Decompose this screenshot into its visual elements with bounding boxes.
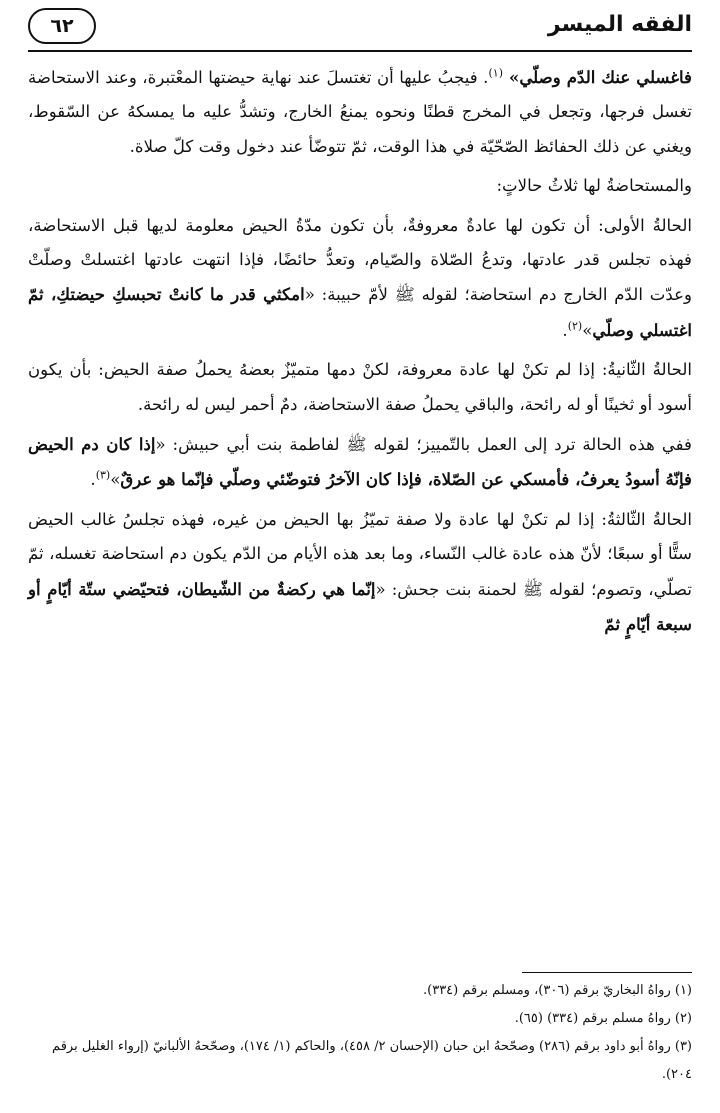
hadith-quote-end: فاغسلي عنك الدّم وصلّي» — [502, 67, 692, 87]
main-text — [28, 60, 692, 648]
paragraph-4 — [28, 353, 692, 422]
footnotes-divider — [522, 972, 692, 973]
hadith-quote-2: امكثي قدر ما كانتْ تحبسكِ حيضتكِ، ثمّ اغتسلي وصلّي — [28, 284, 692, 340]
hadith-quote-4: إنّما هي ركضةٌ من الشّيطان، فتحيّضي ستّة أيّامٍ أو سبعة أيّامٍ ثمّ — [28, 578, 692, 635]
state-1-label: الحالةُ الأولى: — [598, 215, 692, 235]
footnote-2: (٢) رواهُ مسلم برقم (٣٣٤) (٦٥). — [514, 1011, 692, 1026]
footnote-ref-1[interactable]: (١) — [488, 66, 503, 80]
footnote-1: (١) رواهُ البخاريّ برقم (٣٠٦)، ومسلم برقم (٣٣٤). — [423, 983, 692, 998]
footnote-ref-3[interactable]: (٣) — [95, 468, 111, 482]
period-3: . — [90, 470, 96, 490]
paragraph-5-text: ففي هذه الحالة ترد إلى العمل بالتّمييز؛ لقوله ﷺ لفاطمة بنت أبي حبيش: « — [155, 435, 692, 455]
states-intro: والمستحاضةُ لها ثلاثُ حالاتٍ: — [496, 176, 692, 196]
footnote-ref-2[interactable]: (٢) — [567, 319, 583, 333]
quote-close-3: » — [110, 470, 121, 490]
paragraph-1 — [28, 60, 692, 164]
footnote-3: (٣) رواهُ أبو داود برقم (٢٨٦) وصحّحهُ ابن حبان (الإحسان ٢/ ٤٥٨)، والحاكم (١/ ١٧٤)، وصحّحهُ الألبانيّ (إرواء الغليل برقم ٢٠٤). — [52, 1039, 692, 1082]
state-3-label: الحالةُ الثّالثةُ: — [601, 509, 692, 529]
period-2: . — [562, 320, 568, 340]
state-3-text: إذا لم تكنْ لها عادة ولا صفة تميّزُ بها الحيض من غيره، فهذه تجلسُ غالب الحيض ستًّا أو سبعًا؛ لأنّ هذه عادة غالب النّساء، وما بعد هذه الأيام من الدّم يكون دم استحاضة تغسله، ثمّ تصلّي، وتصوم؛ لقوله ﷺ لحمنة بنت جحش: « — [28, 509, 692, 599]
quote-close-2: » — [582, 320, 593, 340]
state-2-label: الحالةُ الثّانيةُ: — [601, 360, 692, 380]
page-header — [28, 6, 692, 52]
paragraph-5 — [28, 427, 692, 498]
paragraph-6 — [28, 503, 692, 643]
state-2-text: إذا لم تكنْ لها عادة معروفة، لكنْ دمها متميّزٌ بعضهُ يحملُ صفة الحيض: بأن يكون أسود أو ثخينًا أو له رائحة، والباقي يحملُ صفة الاستحاضة، دمٌ أحمر ليس له رائحة. — [28, 360, 692, 414]
hadith-quote-3: إذا كان دم الحيض فإنّهُ أسودُ يعرفُ، فأمسكي عن الصّلاة، فإذا كان الآخرُ فتوضّئي وصلّي فإنّما هو عرقٌ — [28, 434, 692, 490]
paragraph-1-text: . فيجبُ عليها أن تغتسلَ عند نهاية حيضتها المعْتبرة، وعند الاستحاضة تغسل فرجها، وتجعل في المخرج قطنًا ونحوه يمنعُ الخارج، وتشدُّ عليه ما يمسكهُ عن السّقوط، ويغني عن ذلك الحفائظ الصّحّيّة في هذا الوقت، ثمّ تتوضّأ عند دخول وقت كلّ صلاة. — [28, 68, 692, 156]
paragraph-3 — [28, 209, 692, 349]
book-title: الفقه الميسر — [547, 12, 692, 37]
paragraph-2 — [28, 169, 692, 203]
page-number: ٦٢ — [28, 8, 96, 44]
footnotes — [28, 972, 692, 1089]
state-1-text: أن تكون لها عادةٌ معروفةٌ، بأن تكون مدّةُ الحيض معلومة لديها قبل الاستحاضة، فهذه تجلس قدر عادتها، وتدعُ الصّلاة والصّيام، وتعدُّ حائضًا، فإذا انتهت عادتها اغتسلتْ وصلّتْ وعدّت الدّم الخارج دم استحاضة؛ لقوله ﷺ لأمّ حبيبة: « — [28, 215, 692, 305]
